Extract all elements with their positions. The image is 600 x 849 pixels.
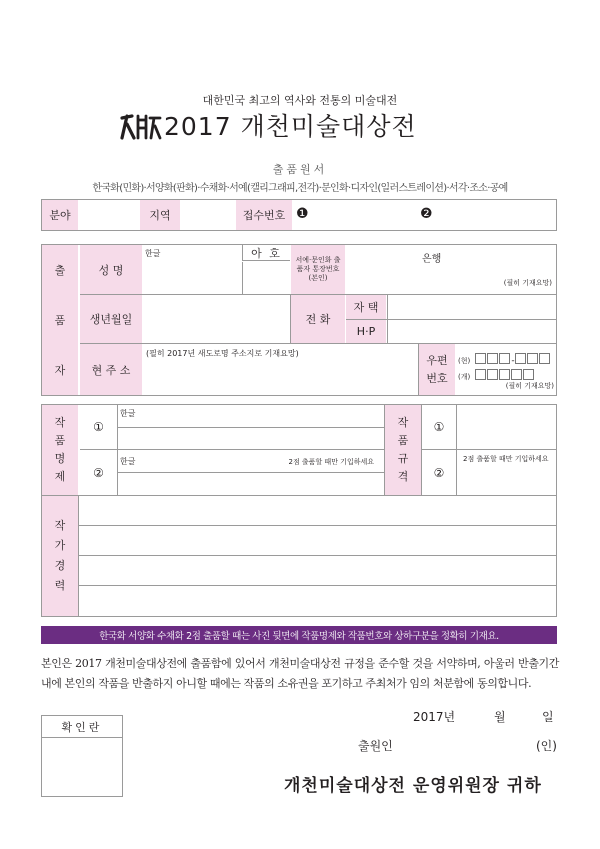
address-hint: (필히 2017년 새도로명 주소지로 기재요망) (146, 349, 299, 358)
form-name: 출품원서 (272, 163, 328, 176)
postal-new-row: (현) - (458, 348, 551, 367)
work-title-char: 작 (54, 416, 66, 429)
address-input[interactable] (143, 344, 418, 395)
birthdate-input[interactable] (143, 295, 290, 343)
applicant-signature-field[interactable] (400, 736, 530, 752)
name-label: 성 명 (80, 245, 142, 294)
career-char: 경 (54, 559, 66, 572)
pen-name-input[interactable] (242, 262, 290, 294)
spec-2-number: ② (433, 465, 445, 480)
postal-digit-box[interactable] (539, 353, 550, 364)
work-title-label (42, 405, 78, 495)
home-phone-label: 자 택 (346, 295, 386, 319)
postal-digit-box[interactable] (475, 369, 486, 380)
mobile-phone-label: H·P (346, 320, 386, 343)
field-label: 분야 (42, 200, 78, 230)
bank-account-label: 서예·문인화 출품자 통장번호(본인) (291, 245, 345, 294)
career-char: 작 (54, 519, 66, 532)
postal-digit-box[interactable] (499, 353, 510, 364)
postal-digit-box[interactable] (475, 353, 486, 364)
date-month: 월 (494, 710, 506, 724)
work-title-char: 제 (54, 470, 66, 483)
reception-mark-2: ❷ (420, 206, 433, 222)
postal-digit-box[interactable] (499, 369, 510, 380)
postal-note: (필히 기재요망) (505, 382, 554, 390)
reception-number-label: 접수번호 (236, 200, 292, 230)
spec-1-input[interactable] (457, 405, 556, 449)
career-line-2[interactable] (79, 526, 556, 555)
work-spec-label (385, 405, 421, 495)
name-hangul-hint: 한글 (145, 249, 161, 258)
spec-2-input[interactable] (457, 450, 556, 495)
career-line-1[interactable] (79, 496, 556, 525)
applicant-char-3: 자 (54, 364, 66, 377)
postal-digit-box[interactable] (487, 369, 498, 380)
postal-old-row (458, 364, 535, 383)
field-input[interactable] (80, 200, 138, 230)
photo-notice-bar: 한국화 서양화 수채화 2점 출품할 때는 사진 뒷면에 작품명제와 작품번호와 상하구분을 정확히 기재요. (41, 626, 557, 644)
postal-digit-box[interactable] (515, 353, 526, 364)
mobile-phone-input[interactable] (387, 320, 556, 343)
work-2-title-hangul[interactable] (118, 450, 384, 472)
applicant-section-label (42, 245, 78, 395)
work-1-number: ① (93, 420, 104, 434)
work-spec-char: 품 (397, 434, 409, 447)
spec-1-number: ① (433, 420, 445, 434)
bank-note: (필히 기재요망) (503, 279, 552, 287)
birthdate-label: 생년월일 (80, 295, 142, 343)
date-day: 일 (542, 710, 554, 724)
work-spec-char: 규 (397, 452, 409, 465)
category-list: 한국화(민화)·서양화(판화)·수채화·서예(캘리그래피,전각)·문인화·디자인(일러스트레이션)·서각·조소·공예 (92, 182, 508, 194)
postal-code-label: 우편 번호 (419, 344, 455, 395)
career-line-3[interactable] (79, 556, 556, 585)
applicant-char-1: 출 (54, 264, 66, 277)
phone-label: 전 화 (291, 295, 345, 343)
postal-code-field[interactable] (456, 344, 556, 395)
name-input[interactable] (143, 245, 241, 294)
seal-mark: (인) (536, 739, 557, 753)
work-spec-char: 격 (397, 470, 409, 483)
work-title-char: 명 (54, 452, 66, 465)
work-2-number: ② (93, 465, 104, 480)
work-spec-char: 작 (397, 416, 409, 429)
bank-value: 은행 (422, 254, 442, 265)
career-line-4[interactable] (79, 586, 556, 616)
work-1-hangul-hint: 한글 (120, 409, 136, 418)
addressee-line: 개천미술대상전 운영위원장 귀하 (284, 776, 542, 796)
work-1-title-foreign[interactable] (118, 428, 384, 449)
career-char: 가 (54, 539, 66, 552)
form-subtitle: 대한민국 최고의 역사와 전통의 미술대전 (202, 94, 398, 107)
work-2-only-note: 2점 출품할 때만 기입하세요 (288, 458, 374, 466)
applicant-char-2: 품 (54, 314, 66, 327)
career-label (42, 496, 78, 616)
postal-digit-box[interactable] (511, 369, 522, 380)
work-title-char: 품 (54, 434, 66, 447)
home-phone-input[interactable] (387, 295, 556, 319)
kaechon-logo-icon (118, 112, 162, 142)
pen-name-label: 아 호 (242, 245, 290, 261)
postal-new-label: (현) (458, 357, 471, 365)
postal-digit-box[interactable] (523, 369, 534, 380)
region-input[interactable] (182, 200, 234, 230)
work-1-title-hangul[interactable] (118, 405, 384, 427)
pledge-text: 본인은 2017 개천미술대상전에 출품함에 있어서 개천미술대상전 규정을 준수할 것을 서약하며, 아울러 반출기간 내에 본인의 작품을 반출하지 아니할 때에는 작품의 소유권을 포기하고 주최처가 임의 처분함에 동의합니다. (41, 657, 559, 690)
postal-old-label: (개) (458, 373, 471, 381)
region-label: 지역 (140, 200, 180, 230)
bank-account-input[interactable] (346, 245, 556, 294)
confirmation-label: 확인란 (42, 716, 122, 738)
date-year: 2017년 (413, 710, 456, 724)
address-label: 현 주 소 (80, 344, 142, 395)
reception-mark-1: ❶ (296, 206, 309, 222)
postal-digit-box[interactable] (487, 353, 498, 364)
career-char: 력 (54, 579, 66, 592)
spec-2-only-note: 2점 출품할 때만 기입하세요 (463, 455, 549, 463)
applicant-signature-label: 출원인 (358, 739, 393, 753)
postal-digit-box[interactable] (527, 353, 538, 364)
work-2-title-foreign[interactable] (118, 473, 384, 495)
work-2-hangul-hint: 한글 (120, 457, 136, 466)
form-title: 2017 개천미술대상전 (164, 112, 417, 141)
